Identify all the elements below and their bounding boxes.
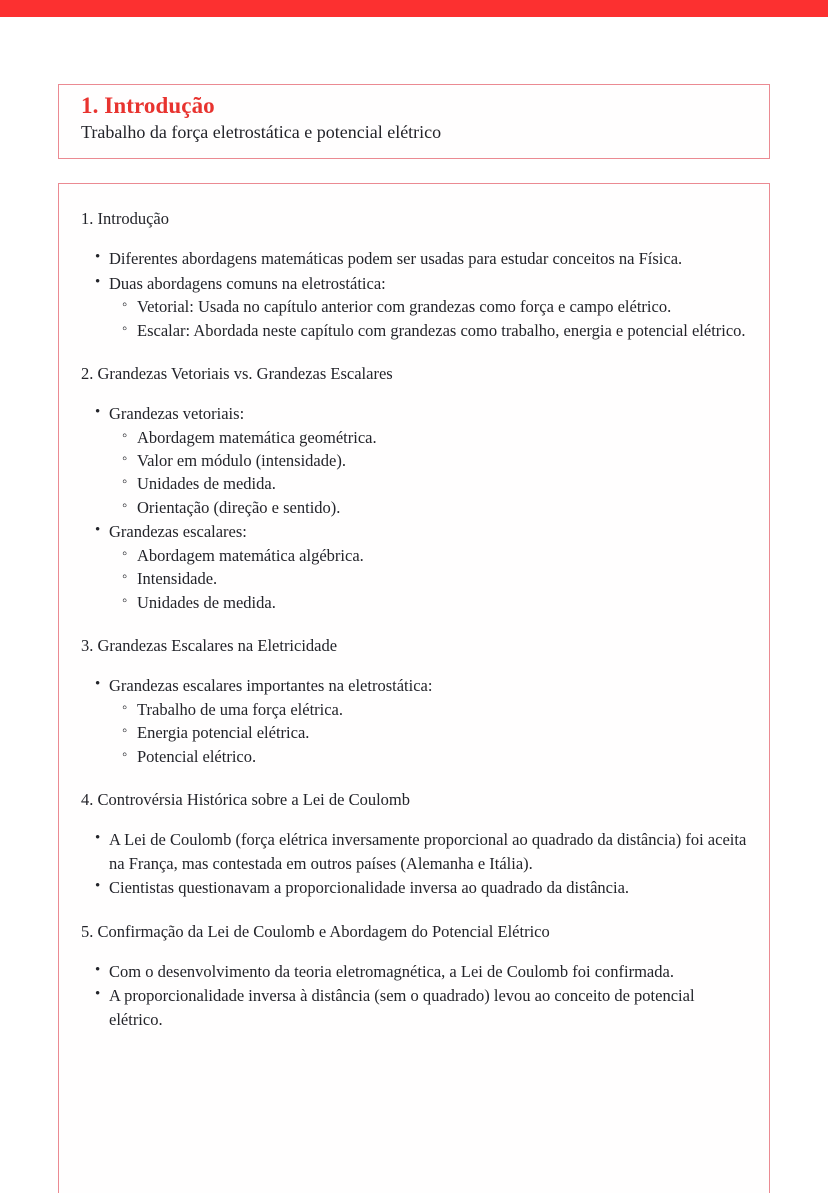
list-item [109, 698, 749, 721]
list-item [81, 876, 749, 899]
list-item [109, 544, 749, 567]
list-item-label: • Grandezas escalares: [109, 520, 749, 543]
list-item [109, 591, 749, 614]
list-item [81, 674, 749, 768]
list-item-label: ◦ Intensidade. [137, 567, 749, 590]
list-item-label: • Grandezas vetoriais: [109, 402, 749, 425]
list-item-label: • Grandezas escalares importantes na eletrostática: [109, 674, 749, 697]
bullet-list-level-1 [81, 402, 749, 614]
list-item-label: • Duas abordagens comuns na eletrostática: [109, 272, 749, 295]
list-item-label: • Com o desenvolvimento da teoria eletromagnética, a Lei de Coulomb foi confirmada. [109, 960, 749, 983]
list-item [81, 402, 749, 519]
list-item [81, 984, 749, 1031]
list-item-label: ◦ Vetorial: Usada no capítulo anterior com grandezas como força e campo elétrico. [137, 295, 749, 318]
list-item [109, 472, 749, 495]
bullet-list-level-2 [109, 295, 749, 342]
list-item-label: ◦ Abordagem matemática algébrica. [137, 544, 749, 567]
bullet-list-level-2 [109, 698, 749, 768]
page-title: 1. Introdução [81, 93, 215, 118]
list-item-label: • Diferentes abordagens matemáticas podem ser usadas para estudar conceitos na Física. [109, 247, 749, 270]
section-heading: 1. Introdução [81, 209, 169, 228]
list-item-label: ◦ Abordagem matemática geométrica. [137, 426, 749, 449]
top-accent-bar [0, 0, 828, 17]
list-item-label: ◦ Trabalho de uma força elétrica. [137, 698, 749, 721]
list-item [81, 960, 749, 983]
list-item [109, 295, 749, 318]
list-item [109, 745, 749, 768]
bullet-list-level-2 [109, 544, 749, 614]
content-body [81, 208, 749, 1032]
content-section [81, 789, 749, 900]
bullet-list-level-1 [81, 960, 749, 1031]
list-item [109, 319, 749, 342]
list-item-label: ◦ Energia potencial elétrica. [137, 721, 749, 744]
content-section [81, 363, 749, 614]
bullet-list-level-1 [81, 247, 749, 342]
list-item [109, 721, 749, 744]
list-item [109, 426, 749, 449]
list-item-label: ◦ Potencial elétrico. [137, 745, 749, 768]
list-item-label: ◦ Orientação (direção e sentido). [137, 496, 749, 519]
list-item [81, 247, 749, 270]
bullet-list-level-1 [81, 828, 749, 899]
bullet-list-level-2 [109, 426, 749, 520]
list-item-label: • A Lei de Coulomb (força elétrica inversamente proporcional ao quadrado da distância) foi aceita na França, mas contestada em outros países (Alemanha e Itália). [109, 828, 749, 875]
page-subtitle: Trabalho da força eletrostática e potencial elétrico [81, 122, 442, 142]
content-section [81, 208, 749, 342]
list-item [81, 272, 749, 342]
list-item-label: ◦ Valor em módulo (intensidade). [137, 449, 749, 472]
content-card [58, 183, 770, 1193]
section-heading: 3. Grandezas Escalares na Eletricidade [81, 636, 338, 656]
list-item-label: • A proporcionalidade inversa à distância (sem o quadrado) levou ao conceito de potencial elétrico. [109, 984, 749, 1031]
content-section [81, 635, 749, 768]
list-item-label: • Cientistas questionavam a proporcionalidade inversa ao quadrado da distância. [109, 876, 749, 899]
list-item [81, 520, 749, 614]
section-heading: 2. Grandezas Vetoriais vs. Grandezas Escalares [81, 363, 393, 383]
list-item-label: ◦ Unidades de medida. [137, 591, 749, 614]
list-item-label: ◦ Escalar: Abordada neste capítulo com grandezas como trabalho, energia e potencial elétrico. [137, 319, 749, 342]
list-item-label: ◦ Unidades de medida. [137, 472, 749, 495]
list-item [109, 496, 749, 519]
title-card [58, 84, 770, 159]
list-item [109, 449, 749, 472]
content-section [81, 921, 749, 1032]
section-heading: 5. Confirmação da Lei de Coulomb e Abordagem do Potencial Elétrico [81, 921, 550, 941]
bullet-list-level-1 [81, 674, 749, 768]
list-item [109, 567, 749, 590]
section-heading: 4. Controvérsia Histórica sobre a Lei de Coulomb [81, 789, 411, 809]
list-item [81, 828, 749, 875]
